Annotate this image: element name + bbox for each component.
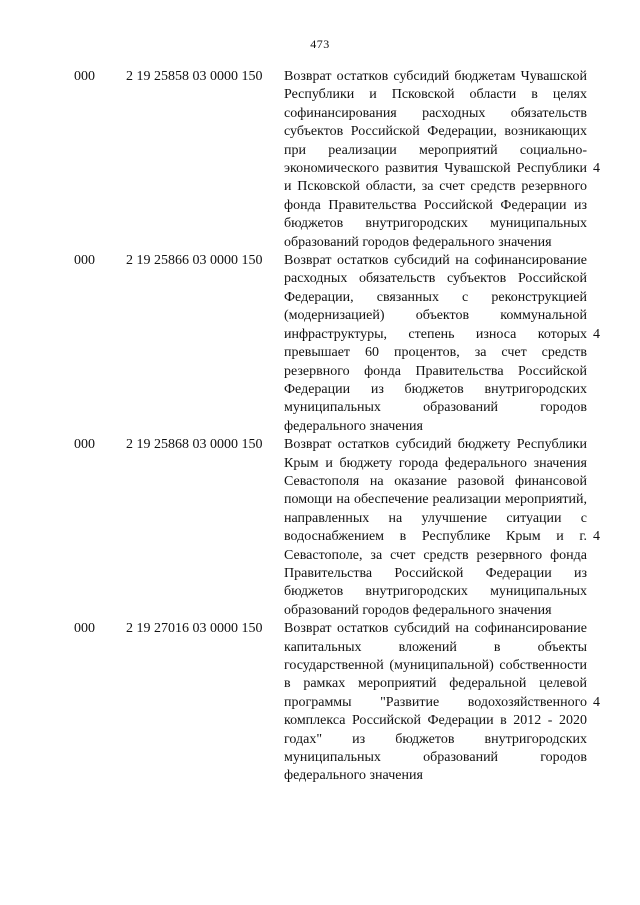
kbk-code: 2 19 27016 03 0000 150 (126, 621, 263, 637)
kbk-code: 2 19 25868 03 0000 150 (126, 437, 263, 453)
table-row (0, 68, 640, 252)
row-description: Возврат остатков субсидий на софинансирование капитальных вложений в объекты государственной (муниципальной) собственности в рамках мероприятий федеральной целевой программы "Развитие водохозяйственного комплекса Российской Федерации в 2012 - 2020 годах" из бюджетов внутригородских муниципальных образований городов федерального значения (284, 621, 587, 784)
admin-code: 000 (74, 253, 95, 269)
table-row (0, 620, 640, 786)
row-description: Возврат остатков субсидий на софинансирование расходных обязательств субъектов Российской Федерации, связанных с реконструкцией (модернизацией) объектов коммунальной инфраструктуры, степень износа которых превышает 60 процентов, за счет средств резервного фонда Правительства Российской Федерации из бюджетов внутригородских муниципальных образований городов федерального значения (284, 253, 587, 434)
row-description: Возврат остатков субсидий бюджету Республики Крым и бюджету города федерального значения Севастополя на оказание разовой финансовой помощи на обеспечение реализации мероприятий, направленных на улучшение ситуации с водоснабжением в Республике Крым и г. Севастополе, за счет средств резервного фонда Правительства Российской Федерации из бюджетов внутригородских муниципальных образований городов федерального значения (284, 437, 587, 618)
kbk-code: 2 19 25858 03 0000 150 (126, 69, 263, 84)
page-number: 473 (310, 37, 330, 51)
kbk-code: 2 19 25866 03 0000 150 (126, 253, 263, 269)
row-amount: 4 (593, 161, 600, 176)
row-description: Возврат остатков субсидий бюджетам Чувашской Республики и Псковской области в целях софинансирования расходных обязательств субъектов Российской Федерации, возникающих при реализации мероприятий социально-экономического развития Чувашской Республики и Псковской области, за счет средств резервного фонда Правительства Российской Федерации из бюджетов внутригородских муниципальных образований городов федерального значения (284, 69, 587, 250)
admin-code: 000 (74, 437, 95, 453)
row-amount: 4 (593, 695, 600, 711)
budget-table (0, 68, 640, 786)
table-row (0, 252, 640, 436)
admin-code: 000 (74, 69, 95, 84)
admin-code: 000 (74, 621, 95, 637)
table-row (0, 436, 640, 620)
row-amount: 4 (593, 327, 600, 343)
row-amount: 4 (593, 529, 600, 545)
